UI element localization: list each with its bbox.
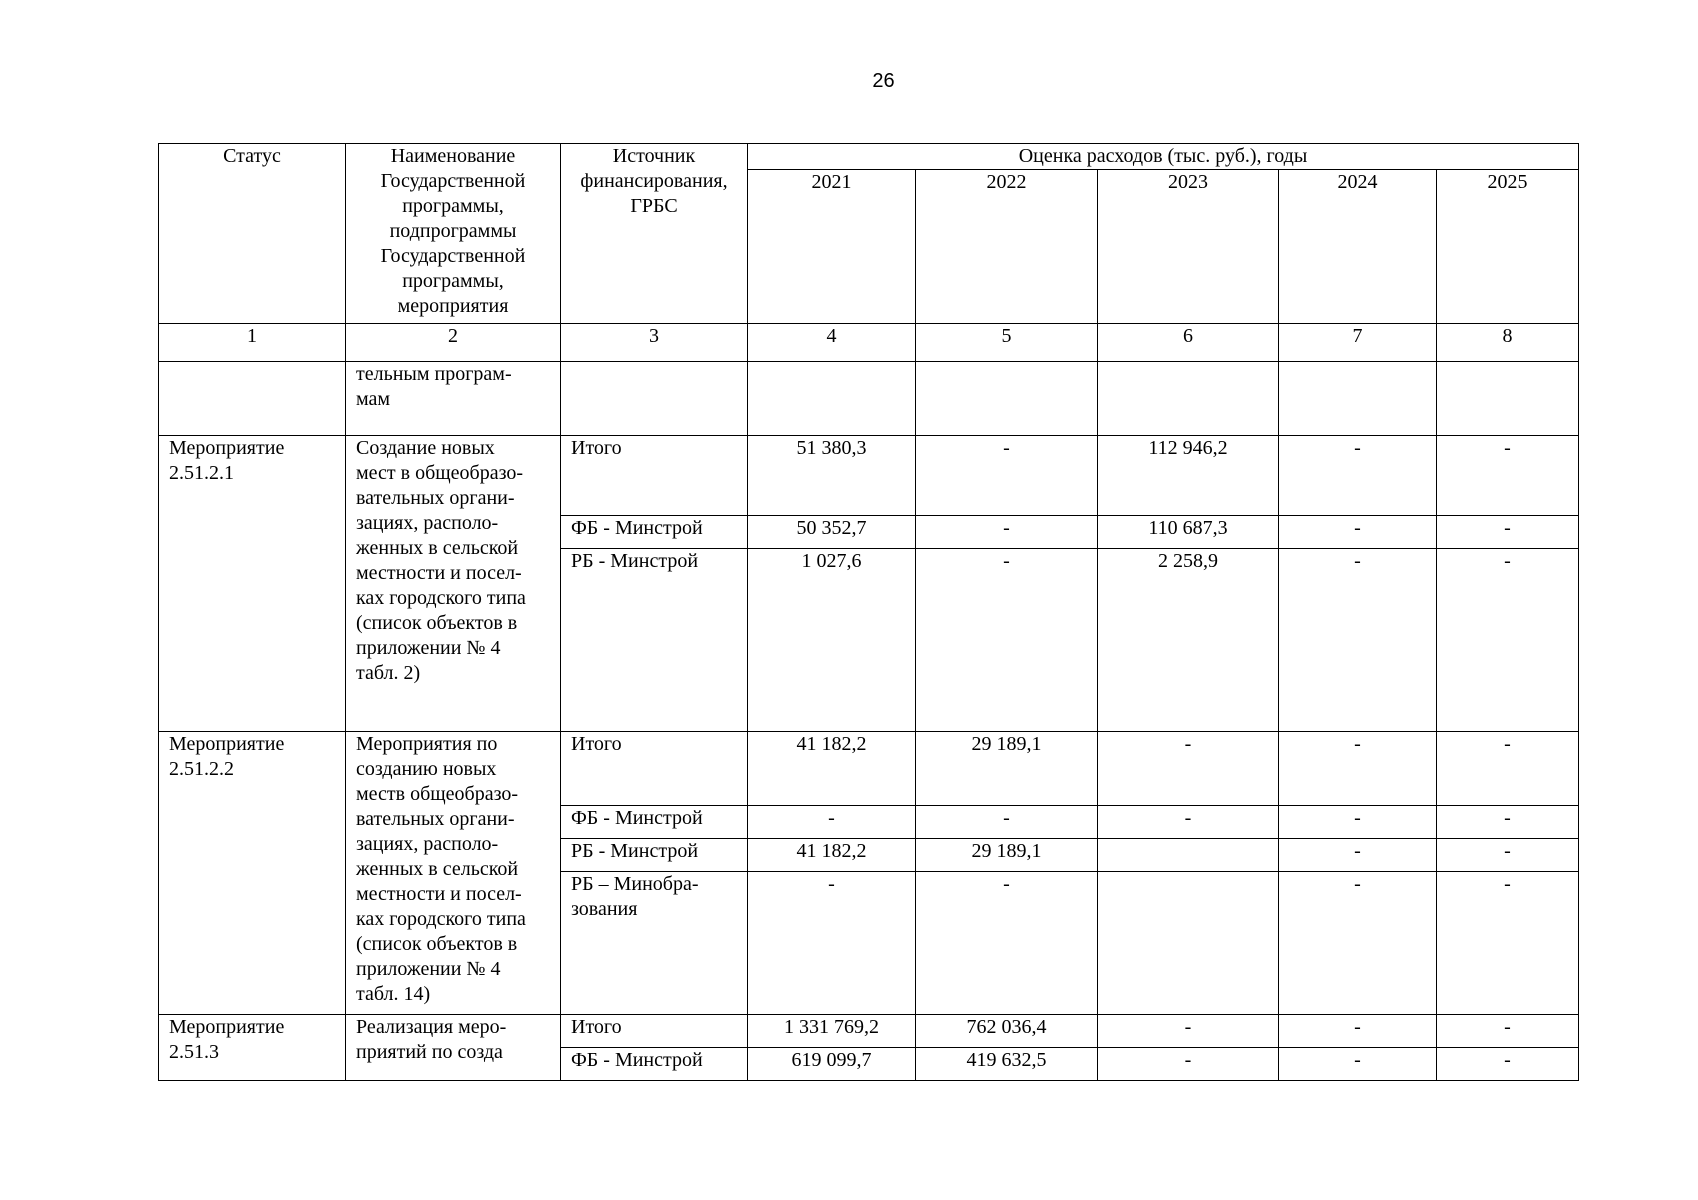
name-cell bbox=[346, 1015, 561, 1081]
value-cell: 41 182,2 bbox=[748, 839, 916, 872]
name-cell bbox=[346, 362, 561, 436]
text-line: ФБ - Минстрой bbox=[571, 1049, 703, 1071]
value-cell: - bbox=[916, 549, 1098, 732]
text-line: 2.51.2.2 bbox=[169, 758, 234, 780]
page-number: 26 bbox=[872, 70, 895, 92]
text-line: РБ - Минстрой bbox=[571, 840, 699, 862]
text-line: ФБ - Минстрой bbox=[571, 517, 703, 539]
value-cell: - bbox=[1437, 549, 1579, 732]
text-line: РБ - Минстрой bbox=[571, 550, 699, 572]
text-line: ках городского типа bbox=[356, 587, 526, 609]
value-cell: - bbox=[1279, 1015, 1437, 1048]
table-row bbox=[159, 1015, 1579, 1048]
text-line: тельным програм- bbox=[356, 363, 512, 385]
text-line: Реализация меро- bbox=[356, 1016, 507, 1038]
text-line: зациях, располо- bbox=[356, 833, 499, 855]
text-line: Итого bbox=[571, 437, 622, 459]
value-cell: - bbox=[1279, 1048, 1437, 1081]
value-cell: - bbox=[916, 872, 1098, 1015]
header-source bbox=[561, 144, 748, 324]
text-line: программы, bbox=[402, 270, 504, 292]
budget-table bbox=[158, 143, 1579, 1081]
value-cell bbox=[1098, 362, 1279, 436]
source-cell bbox=[561, 872, 748, 1015]
header-year: 2021 bbox=[748, 170, 916, 324]
source-cell bbox=[561, 362, 748, 436]
value-cell: - bbox=[1437, 436, 1579, 516]
table-row bbox=[159, 732, 1579, 806]
value-cell bbox=[1098, 872, 1279, 1015]
value-cell bbox=[1437, 362, 1579, 436]
value-cell: - bbox=[748, 806, 916, 839]
text-line: ФБ - Минстрой bbox=[571, 807, 703, 829]
value-cell: - bbox=[916, 806, 1098, 839]
text-line: зования bbox=[571, 898, 638, 920]
value-cell bbox=[748, 362, 916, 436]
column-number: 1 bbox=[159, 324, 346, 362]
source-cell bbox=[561, 516, 748, 549]
header-year: 2025 bbox=[1437, 170, 1579, 324]
value-cell: - bbox=[748, 872, 916, 1015]
value-cell: - bbox=[1279, 732, 1437, 806]
header-estimate: Оценка расходов (тыс. руб.), годы bbox=[748, 144, 1579, 170]
text-line: табл. 2) bbox=[356, 662, 421, 684]
column-number: 3 bbox=[561, 324, 748, 362]
value-cell: - bbox=[1279, 806, 1437, 839]
column-number: 6 bbox=[1098, 324, 1279, 362]
text-line: мам bbox=[356, 388, 391, 410]
text-line: Мероприятия по bbox=[356, 733, 498, 755]
source-cell bbox=[561, 806, 748, 839]
column-number: 4 bbox=[748, 324, 916, 362]
value-cell: - bbox=[1437, 806, 1579, 839]
value-cell bbox=[1279, 362, 1437, 436]
value-cell bbox=[916, 362, 1098, 436]
source-cell bbox=[561, 549, 748, 732]
value-cell: 1 027,6 bbox=[748, 549, 916, 732]
text-line: Государственной bbox=[380, 245, 526, 267]
header-year: 2022 bbox=[916, 170, 1098, 324]
source-cell bbox=[561, 732, 748, 806]
text-line: ГРБС bbox=[630, 195, 678, 217]
text-line: финансирования, bbox=[580, 170, 728, 192]
text-line: местности и посел- bbox=[356, 562, 522, 584]
status-cell bbox=[159, 436, 346, 732]
text-line: табл. 14) bbox=[356, 983, 431, 1005]
text-line: вательных органи- bbox=[356, 487, 515, 509]
value-cell: 419 632,5 bbox=[916, 1048, 1098, 1081]
column-number: 8 bbox=[1437, 324, 1579, 362]
table-row bbox=[159, 362, 1579, 436]
value-cell: 41 182,2 bbox=[748, 732, 916, 806]
text-line: Итого bbox=[571, 1016, 622, 1038]
value-cell: - bbox=[1437, 872, 1579, 1015]
text-line: Мероприятие bbox=[169, 1016, 285, 1038]
value-cell: - bbox=[1437, 1048, 1579, 1081]
value-cell: - bbox=[1279, 839, 1437, 872]
text-line: Государственной bbox=[380, 170, 526, 192]
table-row bbox=[159, 436, 1579, 516]
text-line: приятий по созда bbox=[356, 1041, 503, 1063]
value-cell: - bbox=[1098, 806, 1279, 839]
value-cell: - bbox=[1437, 1015, 1579, 1048]
column-number: 7 bbox=[1279, 324, 1437, 362]
status-cell bbox=[159, 1015, 346, 1081]
value-cell: 2 258,9 bbox=[1098, 549, 1279, 732]
text-line: Наименование bbox=[390, 145, 516, 167]
value-cell: - bbox=[1098, 1015, 1279, 1048]
value-cell: - bbox=[1279, 436, 1437, 516]
value-cell: - bbox=[1098, 732, 1279, 806]
text-line: 2.51.2.1 bbox=[169, 462, 234, 484]
text-line: (список объектов в bbox=[356, 612, 518, 634]
value-cell: 29 189,1 bbox=[916, 732, 1098, 806]
text-line: Создание новых bbox=[356, 437, 495, 459]
header-name bbox=[346, 144, 561, 324]
value-cell: 110 687,3 bbox=[1098, 516, 1279, 549]
text-line: зациях, располо- bbox=[356, 512, 499, 534]
header-year: 2024 bbox=[1279, 170, 1437, 324]
value-cell: - bbox=[1279, 516, 1437, 549]
value-cell: - bbox=[1437, 516, 1579, 549]
value-cell: 1 331 769,2 bbox=[748, 1015, 916, 1048]
source-cell bbox=[561, 1015, 748, 1048]
text-line: Источник bbox=[612, 145, 696, 167]
value-cell: 29 189,1 bbox=[916, 839, 1098, 872]
value-cell: 619 099,7 bbox=[748, 1048, 916, 1081]
status-cell bbox=[159, 362, 346, 436]
status-cell bbox=[159, 732, 346, 1015]
text-line: приложении № 4 bbox=[356, 958, 501, 980]
value-cell: 51 380,3 bbox=[748, 436, 916, 516]
value-cell bbox=[1098, 839, 1279, 872]
text-line: программы, bbox=[402, 195, 504, 217]
header-year: 2023 bbox=[1098, 170, 1279, 324]
text-line: созданию новых bbox=[356, 758, 497, 780]
value-cell: - bbox=[1279, 872, 1437, 1015]
text-line: приложении № 4 bbox=[356, 637, 501, 659]
text-line: местности и посел- bbox=[356, 883, 522, 905]
value-cell: 112 946,2 bbox=[1098, 436, 1279, 516]
source-cell bbox=[561, 839, 748, 872]
text-line: 2.51.3 bbox=[169, 1041, 219, 1063]
text-line: ках городского типа bbox=[356, 908, 526, 930]
text-line: РБ – Минобра- bbox=[571, 873, 699, 895]
value-cell: - bbox=[1437, 732, 1579, 806]
text-line: вательных органи- bbox=[356, 808, 515, 830]
source-cell bbox=[561, 1048, 748, 1081]
name-cell bbox=[346, 436, 561, 732]
text-line: Мероприятие bbox=[169, 733, 285, 755]
text-line: женных в сельской bbox=[356, 858, 519, 880]
column-number: 5 bbox=[916, 324, 1098, 362]
value-cell: 762 036,4 bbox=[916, 1015, 1098, 1048]
text-line: мероприятия bbox=[397, 295, 509, 317]
text-line: (список объектов в bbox=[356, 933, 518, 955]
source-cell bbox=[561, 436, 748, 516]
value-cell: 50 352,7 bbox=[748, 516, 916, 549]
value-cell: - bbox=[1098, 1048, 1279, 1081]
header-status: Статус bbox=[159, 144, 346, 324]
text-line: подпрограммы bbox=[389, 220, 517, 242]
name-cell bbox=[346, 732, 561, 1015]
text-line: меств общеобразо- bbox=[356, 783, 519, 805]
column-number: 2 bbox=[346, 324, 561, 362]
text-line: мест в общеобразо- bbox=[356, 462, 524, 484]
text-line: Итого bbox=[571, 733, 622, 755]
value-cell: - bbox=[916, 516, 1098, 549]
text-line: женных в сельской bbox=[356, 537, 519, 559]
value-cell: - bbox=[1279, 549, 1437, 732]
text-line: Мероприятие bbox=[169, 437, 285, 459]
value-cell: - bbox=[916, 436, 1098, 516]
value-cell: - bbox=[1437, 839, 1579, 872]
